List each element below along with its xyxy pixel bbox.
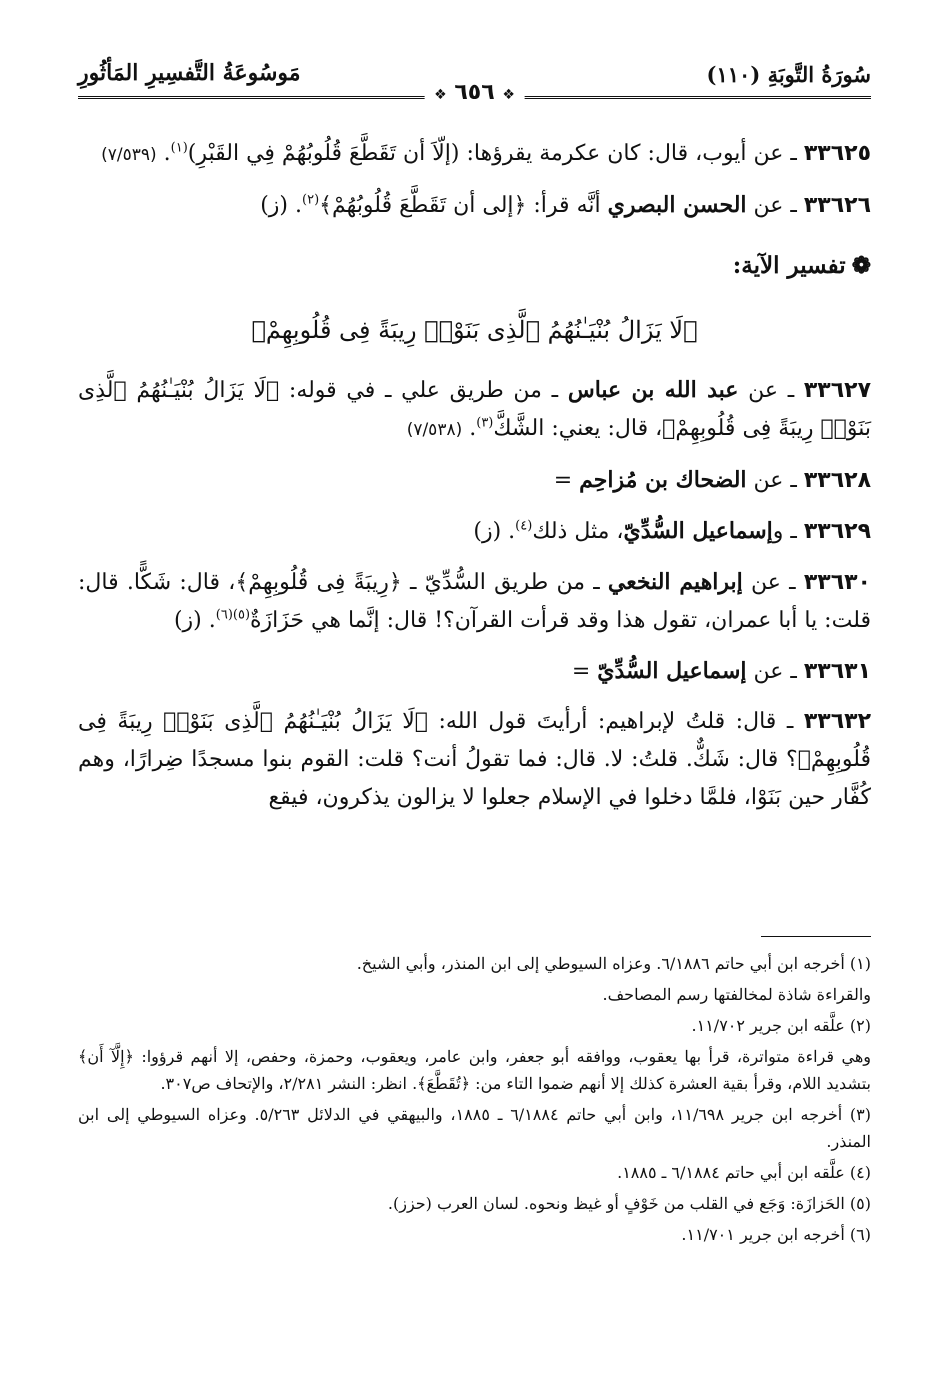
narrator-name: إسماعيل السُّدِّيّ (623, 518, 773, 544)
footnote: والقراءة شاذة لمخالفتها رسم المصاحف. (602, 985, 871, 1004)
entry-prefix: ـ و (772, 519, 804, 544)
entry-33631: ٣٣٦٣١ ـ عن إسماعيل السُّدِّيّ = (571, 658, 871, 684)
footnote: (١) أخرجه ابن أبي حاتم ٦/١٨٨٦. وعزاه السيوطي إلى ابن المنذر، وأبي الشيخ. (356, 954, 871, 973)
entry-text: ـ من طريق السُّدِّيّ ـ ﴿رِيبَةً فِى قُلُوبِهِمْ﴾، قال: شَكًّا. قال: قلت: يا أبا عمران، تقول هذا وقد قرأت القرآن؟! قال: إنَّما هي حَزَازَةٌ (78, 570, 871, 633)
entry-number: ٣٣٦٢٩ (803, 519, 871, 544)
entry-33632 (78, 703, 871, 817)
surah-title: سُورَةُ التَّوبَةِ (١١٠) (706, 62, 871, 87)
entry-number: ٣٣٦٣٠ (803, 570, 871, 595)
narrator-name: إبراهيم النخعي (607, 569, 743, 595)
entry-text: أنَّه قرأ: ﴿إلى أن تَقَطَّعَ قُلُوبُهُمْ﴾ (319, 193, 608, 218)
footnote-marker: (٤) (515, 518, 533, 534)
narrator-name: الحسن البصري (607, 192, 747, 218)
entry-33625 (78, 135, 871, 174)
entry-33626 (78, 186, 871, 225)
volume-ref: (٧/٥٣٩) (101, 145, 157, 165)
entry-tail: . (ز) (173, 608, 216, 633)
entry-tail: . (462, 416, 477, 441)
narrator-name: الضحاك بن مُزاحِم (579, 467, 747, 493)
entry-33629 (78, 512, 871, 551)
footnote-marker: (١) (170, 140, 188, 156)
running-header (78, 52, 871, 112)
footnote: (٤) علَّقه ابن أبي حاتم ٦/١٨٨٤ ـ ١٨٨٥. (617, 1163, 871, 1182)
footnote: وهي قراءة متواترة، قرأ بها يعقوب، ووافقه أبو جعفر، وابن عامر، ويعقوب، وحمزة، وحفص، إلا أنهم قرؤوا: ﴿إِلَّآ أَن﴾ بتشديد اللام، وقرأ بقية العشرة كذلك إلا أنهم ضموا التاء من: ﴿تُقَطَّعَ﴾. انظر: النشر ٢/٢٨١، والإتحاف ص٣٠٧. (78, 1047, 871, 1093)
entry-tail: = (571, 659, 598, 684)
entry-prefix: ـ (776, 709, 804, 734)
quran-verse: ﴿لَا يَزَالُ بُنْيَـٰنُهُمُ ٱلَّذِى بَنَوْا۟ رِيبَةً فِى قُلُوبِهِمْ﴾ (251, 316, 698, 344)
footnote: (٥) الحَزازَة: وَجَع في القلب من خَوْفٍ أو غيظ ونحوه. لسان العرب (حزز). (387, 1194, 871, 1213)
entry-33628: ٣٣٦٢٨ ـ عن الضحاك بن مُزاحِم = (553, 467, 871, 493)
section-heading-text: تفسير الآية: (732, 252, 846, 279)
footnote: (٢) علَّقه ابن جرير ١١/٧٠٢. (691, 1016, 871, 1035)
footnotes (78, 950, 871, 1252)
section-heading (78, 247, 871, 285)
entry-tail: . (ز) (260, 193, 302, 218)
main-text (78, 135, 871, 829)
entry-tail: = (553, 468, 580, 493)
footnote: (٦) أخرجه ابن جرير ١١/٧٠١. (681, 1225, 871, 1244)
footnote-marker: (٢) (302, 192, 320, 208)
entry-33630: ٣٣٦٣٠ ـ عن إبراهيم النخعي ـ من طريق السُّدِّيّ ـ ﴿رِيبَةً فِى قُلُوبِهِمْ﴾، قال: شَكًّا. قال: قلت: يا أبا عمران، تقول هذا وقد قرأت القرآن؟! قال: إنَّما هي حَزَازَةٌ$^{(٥)(٦)}$. (ز) (78, 569, 871, 633)
footnote-marker: (٣) (476, 415, 494, 431)
entry-number: ٣٣٦٣١ (803, 659, 871, 684)
page-number-block (424, 80, 525, 105)
entry-number: ٣٣٦٢٨ (803, 468, 871, 493)
entry-text: ـ من طريق علي ـ في قوله: ﴿لَا يَزَالُ بُنْيَـٰنُهُمُ ٱلَّذِى بَنَوْا۟ رِيبَةً فِى قُلُوبِهِمْ﴾، قال: يعني: الشَّكَّ (78, 378, 871, 441)
flower-icon: ❁ (851, 252, 871, 279)
entry-number: ٣٣٦٢٦ (803, 193, 871, 218)
volume-ref: (٧/٥٣٨) (406, 420, 463, 440)
entry-text: ـ عن أيوب، قال: كان عكرمة يقرؤها: (إلّاَ أن تَقَطَّعَ قُلُوبُهُمْ فِي القَبْرِ) (187, 141, 804, 166)
ornament-icon: ❖ (434, 87, 447, 103)
entry-text: ، مثل ذلك (532, 519, 624, 544)
entry-tail: . (156, 141, 171, 166)
entry-number: ٣٣٦٢٧ (803, 378, 871, 403)
page-number: ٦٥٦ (454, 80, 495, 105)
entry-text: قال: قلتُ لإبراهيم: أرأيتَ قول الله: ﴿لَا يَزَالُ بُنْيَـٰنُهُمُ ٱلَّذِى بَنَوْا۟ رِيبَةً فِى قُلُوبِهِمْ﴾؟ قال: شَكٌّ. قلتُ: لا. قال: فما تقولُ أنت؟ قلت: القوم بنوا مسجدًا ضِرارًا، وهم كُفَّار حين بَنَوْا، فلمَّا دخلوا في الإسلام جعلوا لا يزالون يذكرون، فيقع (78, 709, 871, 810)
ornament-icon: ❖ (502, 87, 515, 103)
entry-number: ٣٣٦٢٥ (803, 141, 871, 166)
document-page (78, 0, 871, 1378)
book-title: مَوسُوعَةُ التَّفسِيرِ المَأثُورِ (78, 60, 301, 86)
footnote-separator (761, 936, 871, 937)
entry-text: ـ عن (746, 193, 804, 218)
entry-33627: ٣٣٦٢٧ ـ عن عبد الله بن عباس ـ من طريق علي ـ في قوله: ﴿لَا يَزَالُ بُنْيَـٰنُهُمُ ٱلَّذِى بَنَوْا۟ رِيبَةً فِى قُلُوبِهِمْ﴾، قال: يعني: الشَّكَّ$^{(٣)}$. (٧/٥٣٨) (78, 377, 871, 441)
narrator-name: إسماعيل السُّدِّيّ (597, 658, 747, 684)
entry-number: ٣٣٦٣٢ (803, 709, 871, 734)
footnote-marker: (٥)(٦) (215, 607, 251, 623)
entry-tail: . (ز) (473, 519, 516, 544)
footnote: (٣) أخرجه ابن جرير ١١/٦٩٨، وابن أبي حاتم ٦/١٨٨٤ ـ ١٨٨٥، والبيهقي في الدلائل ٥/٢٦٣. وعزاه السيوطي إلى ابن المنذر. (78, 1105, 872, 1151)
narrator-name: عبد الله بن عباس (567, 377, 739, 403)
